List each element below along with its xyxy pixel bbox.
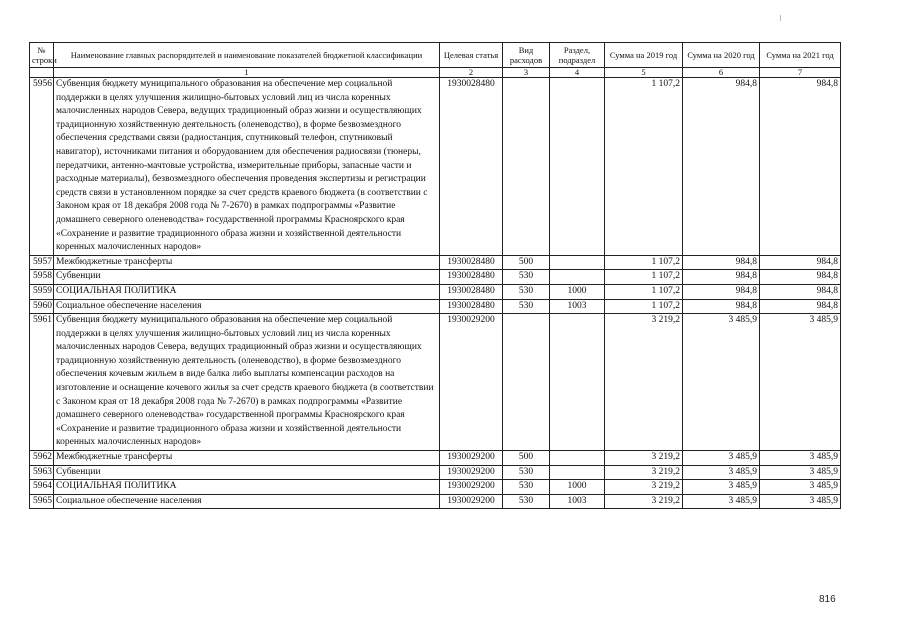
row-sum-2021: 984,8: [760, 78, 841, 256]
column-index-cell: 7: [760, 68, 841, 78]
row-number: 5958: [30, 270, 54, 285]
row-section: [550, 465, 605, 480]
column-index-cell: 6: [683, 68, 760, 78]
column-index-row: [30, 68, 841, 78]
row-sum-2021: 3 485,9: [760, 314, 841, 451]
row-name: Субвенции: [54, 465, 440, 480]
header-sum-2020: Сумма на 2020 год: [683, 43, 760, 68]
row-name: Межбюджетные трансферты: [54, 255, 440, 270]
row-sum-2019: 3 219,2: [605, 314, 683, 451]
table-row: [30, 78, 841, 256]
table-row: [30, 480, 841, 495]
row-kind: [503, 314, 550, 451]
row-sum-2021: 984,8: [760, 284, 841, 299]
column-index-cell: 5: [605, 68, 683, 78]
table-row: [30, 255, 841, 270]
row-number: 5956: [30, 78, 54, 256]
row-section: [550, 255, 605, 270]
row-kind: 530: [503, 284, 550, 299]
column-index-cell: 2: [440, 68, 503, 78]
row-number: 5964: [30, 480, 54, 495]
header-row-no: № строки: [30, 43, 54, 68]
budget-table: [29, 42, 841, 509]
row-kind: 530: [503, 494, 550, 509]
row-sum-2019: 3 219,2: [605, 451, 683, 466]
row-name: Субвенция бюджету муниципального образования на обеспечение мер социальной поддержки в целях улучшения жилищно-бытовых условий лиц из числа коренных малочисленных народов Севера, ведущих традиционный образ жизни и осуществляющих традиционную хозяйственную деятельность (оленеводство), в форме безвозмездного обеспечения кочевым жильем в виде балка либо выплаты компенсации расходов на изготовление и оснащение кочевого жилья за счет средств краевого бюджета (в соответствии с Законом края от 18 декабря 2008 года № 7-2670) в рамках подпрограммы «Развитие домашнего северного оленеводства» государственной программы Красноярского края «Сохранение и развитие традиционного образа жизни и хозяйственной деятельности коренных малочисленных народов»: [54, 314, 440, 451]
header-target: Целевая статья: [440, 43, 503, 68]
row-kind: 500: [503, 255, 550, 270]
row-name: Межбюджетные трансферты: [54, 451, 440, 466]
row-number: 5959: [30, 284, 54, 299]
row-kind: 500: [503, 451, 550, 466]
scan-mark: [780, 15, 781, 21]
row-sum-2020: 3 485,9: [683, 494, 760, 509]
row-number: 5965: [30, 494, 54, 509]
budget-table-sheet: [29, 42, 840, 509]
table-row: [30, 465, 841, 480]
row-section: 1003: [550, 494, 605, 509]
row-target: 1930029200: [440, 314, 503, 451]
row-target: 1930028480: [440, 78, 503, 256]
page-number: 816: [819, 594, 836, 605]
row-section: [550, 78, 605, 256]
row-sum-2019: 1 107,2: [605, 299, 683, 314]
table-row: [30, 270, 841, 285]
row-sum-2019: 1 107,2: [605, 270, 683, 285]
row-name: Субвенция бюджету муниципального образования на обеспечение мер социальной поддержки в целях улучшения жилищно-бытовых условий лиц из числа коренных малочисленных народов Севера, ведущих традиционный образ жизни и осуществляющих традиционную хозяйственную деятельность (оленеводство), в форме безвозмездного обеспечения средствами связи (радиостанция, спутниковый телефон, спутниковый навигатор), источниками питания и оборудованием для обеспечения радиосвязи (тюнеры, передатчики, антенно-мачтовые устройства, измерительные приборы, запасные части и расходные материалы), безвозмездного обеспечения проведения экспертизы и регистрации средств связи в установленном порядке за счет средств краевого бюджета (в соответствии с Законом края от 18 декабря 2008 года № 7-2670) в рамках подпрограммы «Развитие домашнего северного оленеводства» государственной программы Красноярского края «Сохранение и развитие традиционного образа жизни и хозяйственной деятельности коренных малочисленных народов»: [54, 78, 440, 256]
row-sum-2020: 3 485,9: [683, 314, 760, 451]
row-sum-2021: 3 485,9: [760, 451, 841, 466]
row-sum-2021: 984,8: [760, 270, 841, 285]
row-number: 5957: [30, 255, 54, 270]
row-target: 1930029200: [440, 480, 503, 495]
table-row: [30, 314, 841, 451]
row-sum-2020: 984,8: [683, 299, 760, 314]
table-row: [30, 494, 841, 509]
column-index-cell: 1: [54, 68, 440, 78]
header-name: Наименование главных распорядителей и наименование показателей бюджетной классификации: [54, 43, 440, 68]
column-index-cell: [30, 68, 54, 78]
row-name: Социальное обеспечение населения: [54, 494, 440, 509]
row-target: 1930028480: [440, 299, 503, 314]
row-sum-2020: 984,8: [683, 78, 760, 256]
row-sum-2020: 3 485,9: [683, 465, 760, 480]
row-target: 1930029200: [440, 465, 503, 480]
header-sum-2021: Сумма на 2021 год: [760, 43, 841, 68]
row-sum-2021: 984,8: [760, 299, 841, 314]
row-sum-2021: 3 485,9: [760, 480, 841, 495]
row-section: [550, 270, 605, 285]
row-name: СОЦИАЛЬНАЯ ПОЛИТИКА: [54, 480, 440, 495]
row-number: 5963: [30, 465, 54, 480]
table-row: [30, 451, 841, 466]
row-kind: [503, 78, 550, 256]
row-sum-2020: 984,8: [683, 255, 760, 270]
column-index-cell: 4: [550, 68, 605, 78]
row-kind: 530: [503, 299, 550, 314]
row-sum-2019: 3 219,2: [605, 494, 683, 509]
row-number: 5960: [30, 299, 54, 314]
row-section: [550, 314, 605, 451]
row-sum-2019: 3 219,2: [605, 465, 683, 480]
row-sum-2019: 3 219,2: [605, 480, 683, 495]
row-sum-2021: 3 485,9: [760, 465, 841, 480]
row-sum-2020: 984,8: [683, 284, 760, 299]
row-kind: 530: [503, 465, 550, 480]
row-sum-2019: 1 107,2: [605, 78, 683, 256]
row-name: Социальное обеспечение населения: [54, 299, 440, 314]
row-name: Субвенции: [54, 270, 440, 285]
row-sum-2019: 1 107,2: [605, 284, 683, 299]
row-sum-2020: 3 485,9: [683, 451, 760, 466]
row-section: 1000: [550, 480, 605, 495]
row-target: 1930028480: [440, 270, 503, 285]
row-kind: 530: [503, 480, 550, 495]
row-number: 5962: [30, 451, 54, 466]
row-sum-2019: 1 107,2: [605, 255, 683, 270]
row-target: 1930028480: [440, 255, 503, 270]
row-target: 1930029200: [440, 451, 503, 466]
row-sum-2021: 3 485,9: [760, 494, 841, 509]
row-section: [550, 451, 605, 466]
row-target: 1930029200: [440, 494, 503, 509]
header-sum-2019: Сумма на 2019 год: [605, 43, 683, 68]
table-row: [30, 284, 841, 299]
header-section: Раздел, подраздел: [550, 43, 605, 68]
table-header-row: [30, 43, 841, 68]
row-kind: 530: [503, 270, 550, 285]
row-name: СОЦИАЛЬНАЯ ПОЛИТИКА: [54, 284, 440, 299]
row-target: 1930028480: [440, 284, 503, 299]
row-sum-2021: 984,8: [760, 255, 841, 270]
row-section: 1000: [550, 284, 605, 299]
column-index-cell: 3: [503, 68, 550, 78]
row-sum-2020: 984,8: [683, 270, 760, 285]
row-number: 5961: [30, 314, 54, 451]
table-row: [30, 299, 841, 314]
header-kind: Вид расходов: [503, 43, 550, 68]
row-sum-2020: 3 485,9: [683, 480, 760, 495]
row-section: 1003: [550, 299, 605, 314]
